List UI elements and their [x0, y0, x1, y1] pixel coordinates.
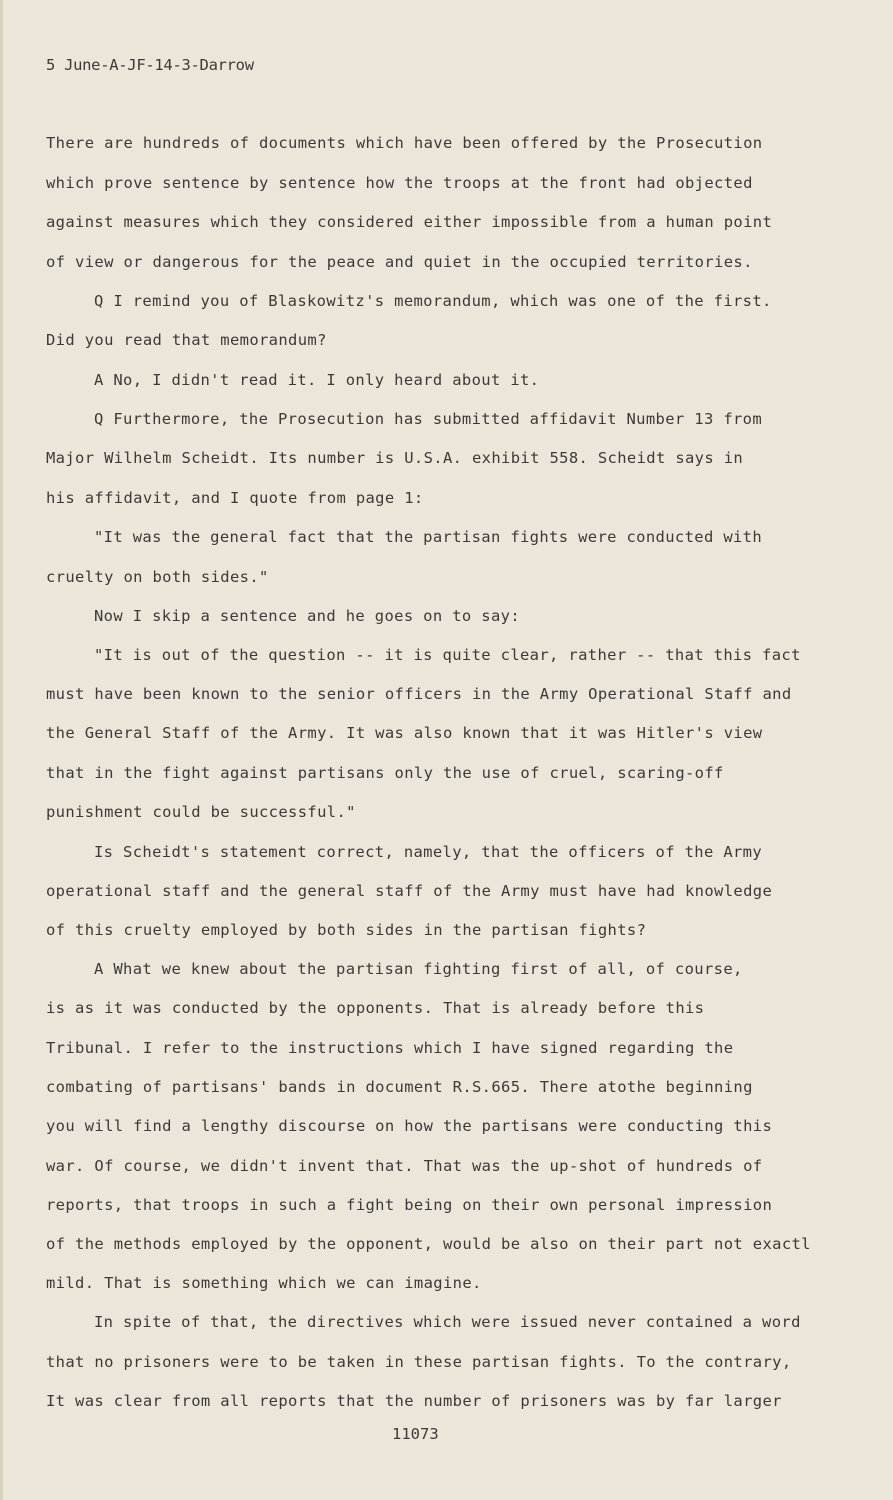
text-line: combating of partisans' bands in document R.S.665. There atothe beginning: [46, 1078, 753, 1096]
text-line: must have been known to the senior officers in the Army Operational Staff and: [46, 685, 792, 703]
text-line: Major Wilhelm Scheidt. Its number is U.S.A. exhibit 558. Scheidt says in: [46, 449, 744, 467]
page-number: 11073: [392, 1425, 439, 1443]
text-line: reports, that troops in such a fight being on their own personal impression: [46, 1196, 773, 1214]
page-edge: [0, 0, 3, 1500]
text-line: Did you read that memorandum?: [46, 331, 327, 349]
text-line: punishment could be successful.": [46, 803, 356, 821]
text-line: of this cruelty employed by both sides in the partisan fights?: [46, 921, 647, 939]
text-line: that in the fight against partisans only the use of cruel, scaring-off: [46, 764, 724, 782]
text-line: operational staff and the general staff of the Army must have had knowledge: [46, 882, 773, 900]
text-line: There are hundreds of documents which have been offered by the Prosecution: [46, 134, 763, 152]
text-line: against measures which they considered either impossible from a human point: [46, 213, 773, 231]
text-line: A What we knew about the partisan fighting first of all, of course,: [94, 960, 743, 978]
text-line: Is Scheidt's statement correct, namely, that the officers of the Army: [94, 843, 763, 861]
text-line: A No, I didn't read it. I only heard about it.: [94, 371, 540, 389]
text-line: you will find a lengthy discourse on how the partisans were conducting this: [46, 1117, 773, 1135]
text-line: cruelty on both sides.": [46, 568, 269, 586]
text-line: "It was the general fact that the partisan fights were conducted with: [94, 528, 763, 546]
text-line: Q Furthermore, the Prosecution has submitted affidavit Number 13 from: [94, 410, 763, 428]
text-line: the General Staff of the Army. It was also known that it was Hitler's view: [46, 724, 763, 742]
text-line: that no prisoners were to be taken in these partisan fights. To the contrary,: [46, 1353, 792, 1371]
text-line: of the methods employed by the opponent, would be also on their part not exactl: [46, 1235, 811, 1253]
text-line: "It is out of the question -- it is quite clear, rather -- that this fact: [94, 646, 801, 664]
page-header: 5 June-A-JF-14-3-Darrow: [46, 56, 254, 74]
text-line: his affidavit, and I quote from page 1:: [46, 489, 424, 507]
text-line: Tribunal. I refer to the instructions which I have signed regarding the: [46, 1039, 734, 1057]
text-line: which prove sentence by sentence how the troops at the front had objected: [46, 174, 753, 192]
text-line: Q I remind you of Blaskowitz's memorandum, which was one of the first.: [94, 292, 772, 310]
text-line: war. Of course, we didn't invent that. That was the up-shot of hundreds of: [46, 1157, 763, 1175]
text-line: is as it was conducted by the opponents. That is already before this: [46, 999, 705, 1017]
text-line: It was clear from all reports that the number of prisoners was by far larger: [46, 1392, 782, 1410]
text-line: of view or dangerous for the peace and quiet in the occupied territories.: [46, 253, 753, 271]
text-line: In spite of that, the directives which were issued never contained a word: [94, 1313, 801, 1331]
text-line: Now I skip a sentence and he goes on to say:: [94, 607, 520, 625]
text-line: mild. That is something which we can imagine.: [46, 1274, 482, 1292]
